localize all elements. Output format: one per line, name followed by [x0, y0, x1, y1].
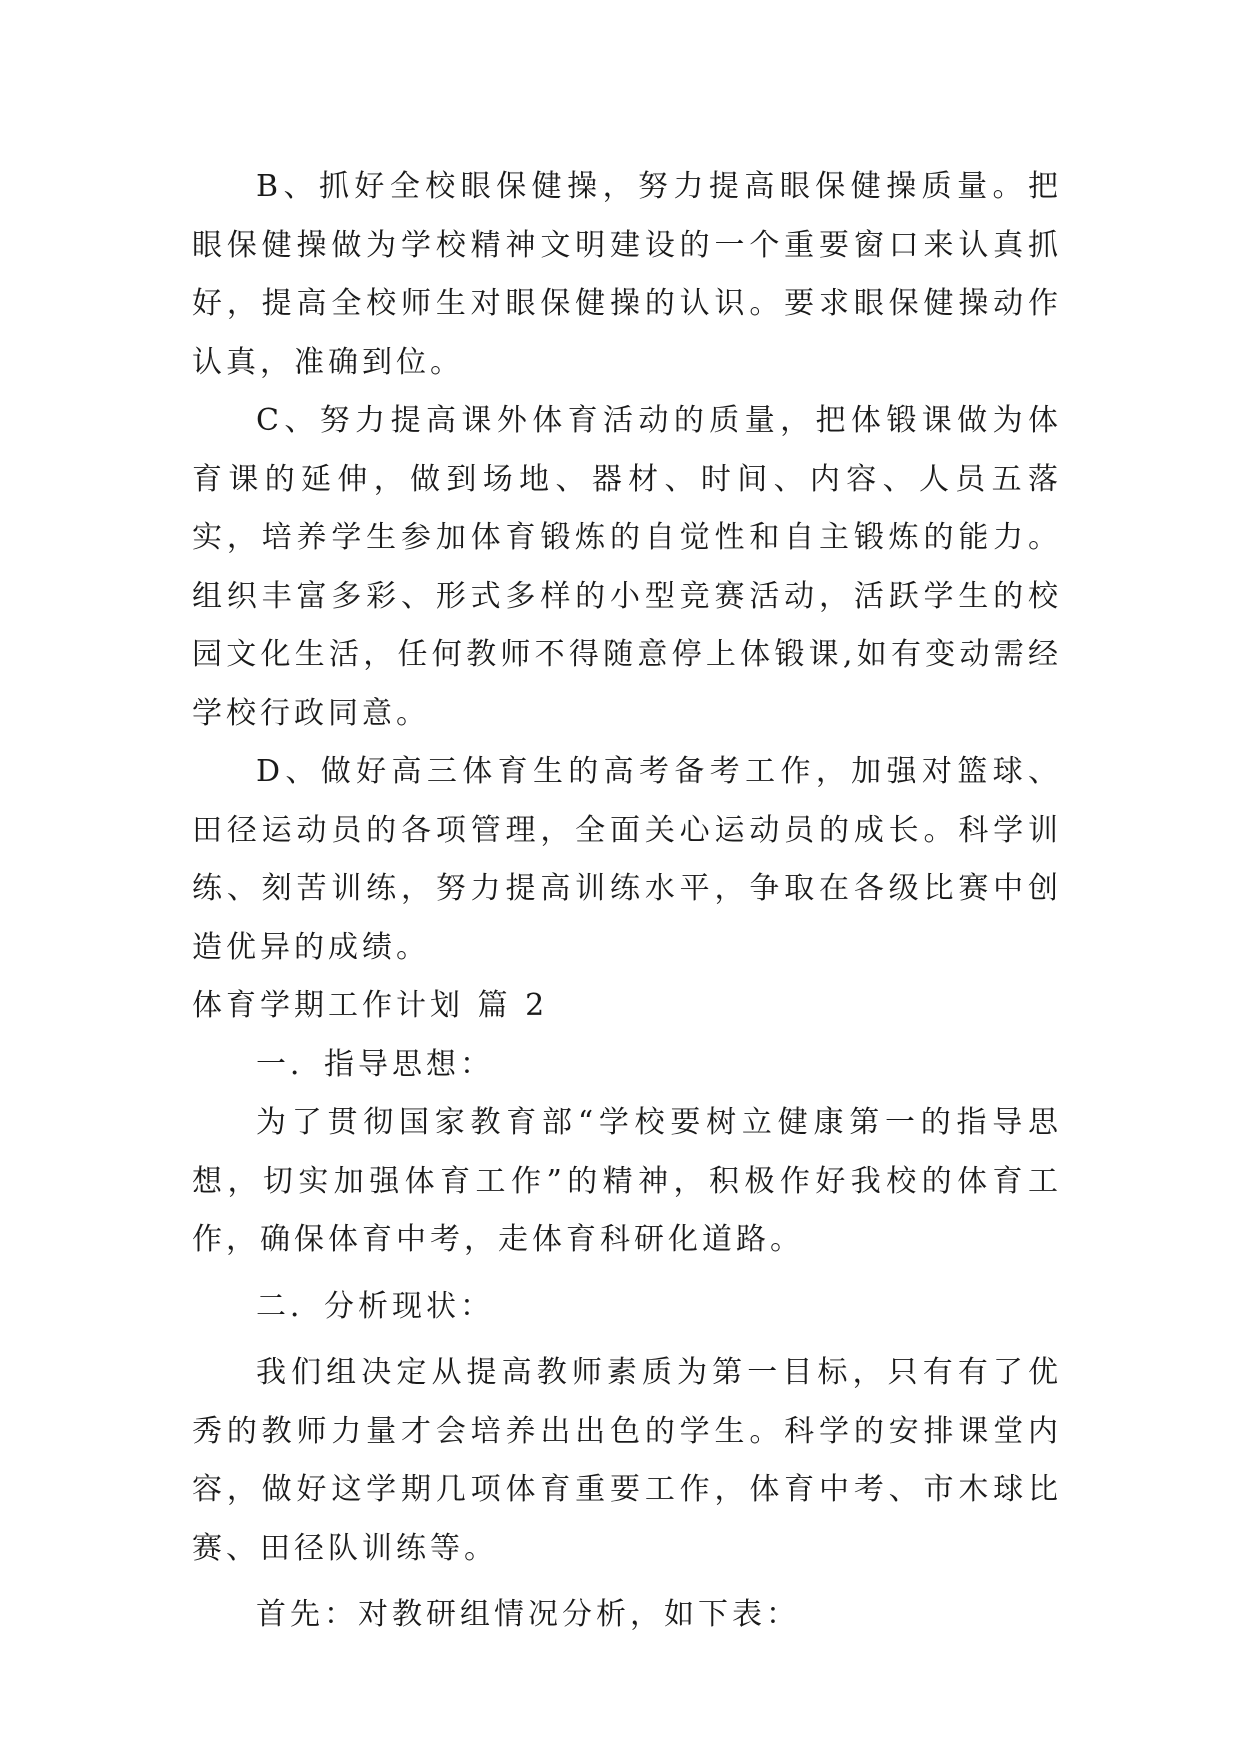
subsection-title-current-status: 二．分析现状：	[256, 1288, 494, 1324]
paragraph-extracurricular: C、努力提高课外体育活动的质量，把体锻课做为体育课的延伸，做到场地、器材、时间、内容、人员五落实，培养学生参加体育锻炼的自觉性和自主锻炼的能力。组织丰富多彩、形式多样的小型竞赛活动，活跃学生的校园文化生活，任何教师不得随意停上体锻课,如有变动需经学校行政同意。	[192, 403, 1062, 731]
paragraph-table-intro: 首先：对教研组情况分析，如下表：	[256, 1597, 800, 1632]
subsection-title-guiding-ideology: 一．指导思想：	[256, 1046, 494, 1082]
paragraph-current-status: 我们组决定从提高教师素质为第一目标，只有有了优秀的教师力量才会培养出出色的学生。科学的安排课堂内容，做好这学期几项体育重要工作，体育中考、市木球比赛、田径队训练等。	[192, 1355, 1062, 1566]
document-body	[192, 158, 1062, 1645]
section-heading: 体育学期工作计划 篇 2	[192, 988, 549, 1023]
paragraph-eye-exercise: B、抓好全校眼保健操，努力提高眼保健操质量。把眼保健操做为学校精神文明建设的一个重要窗口来认真抓好，提高全校师生对眼保健操的认识。要求眼保健操动作认真，准确到位。	[192, 169, 1062, 380]
paragraph-senior-athletes: D、做好高三体育生的高考备考工作，加强对篮球、田径运动员的各项管理，全面关心运动员的成长。科学训练、刻苦训练，努力提高训练水平，争取在各级比赛中创造优异的成绩。	[192, 754, 1062, 965]
paragraph-guiding-ideology: 为了贯彻国家教育部“学校要树立健康第一的指导思想，切实加强体育工作”的精神，积极作好我校的体育工作，确保体育中考，走体育科研化道路。	[192, 1105, 1062, 1257]
